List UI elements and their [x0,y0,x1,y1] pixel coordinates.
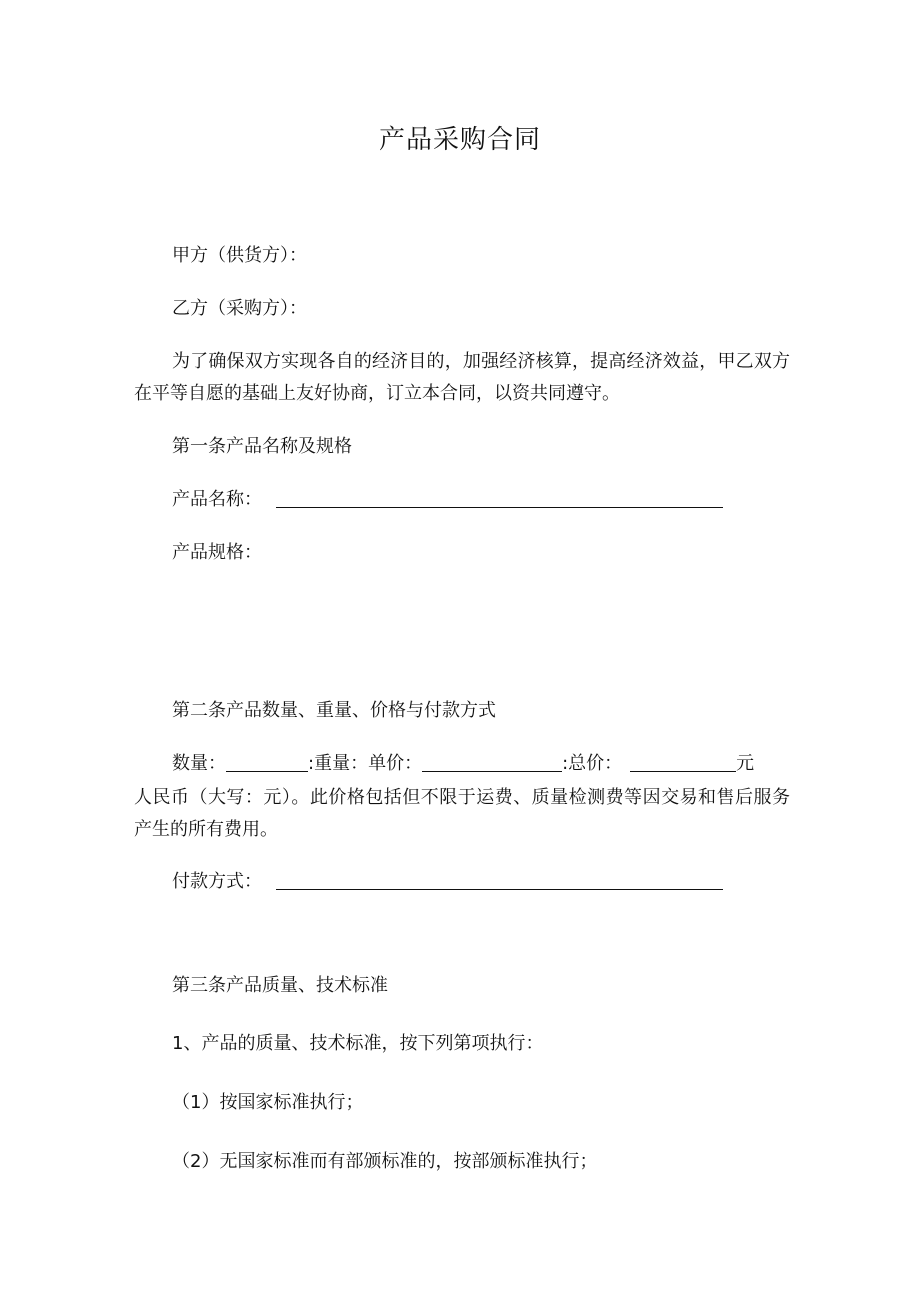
unit-price-blank[interactable] [422,751,562,772]
product-name-label: 产品名称： [172,489,262,510]
party-b-label: 乙方（采购方）： [172,298,307,319]
party-a-label: 甲方（供货方）： [172,245,307,266]
weight-unit-price-label: :重量：单价： [308,753,423,774]
quantity-blank[interactable] [226,751,308,772]
article-3-item-1: 1、产品的质量、技术标准，按下列第项执行： [172,1033,544,1054]
product-spec-label: 产品规格： [172,542,262,563]
price-inclusion-paragraph: 人民币（大写：元）。此价格包括但不限于运费、质量检测费等因交易和售后服务产生的所有费用。 [134,787,790,840]
article-3-sub-item-1: （1）按国家标准执行； [172,1092,364,1113]
preamble-paragraph: 为了确保双方实现各自的经济目的，加强经济核算，提高经济效益，甲乙双方在平等自愿的基础上友好协商，订立本合同，以资共同遵守。 [134,351,790,404]
product-name-row [172,486,723,514]
yuan-label: 元 [736,753,755,774]
total-price-blank[interactable] [630,751,736,772]
product-name-blank[interactable] [276,487,723,508]
payment-method-row [172,868,723,896]
payment-method-blank[interactable] [276,869,723,890]
article-3-heading: 第三条产品质量、技术标准 [172,975,388,996]
payment-method-label: 付款方式： [172,871,262,892]
article-2-heading: 第二条产品数量、重量、价格与付款方式 [172,700,496,721]
article-3-sub-item-2: （2）无国家标准而有部颁标准的，按部颁标准执行； [172,1151,598,1172]
quantity-price-row [172,750,754,778]
document-title: 产品采购合同 [378,125,541,155]
quantity-label: 数量： [172,753,226,774]
article-1-heading: 第一条产品名称及规格 [172,436,352,457]
total-price-label: :总价： [562,753,623,774]
